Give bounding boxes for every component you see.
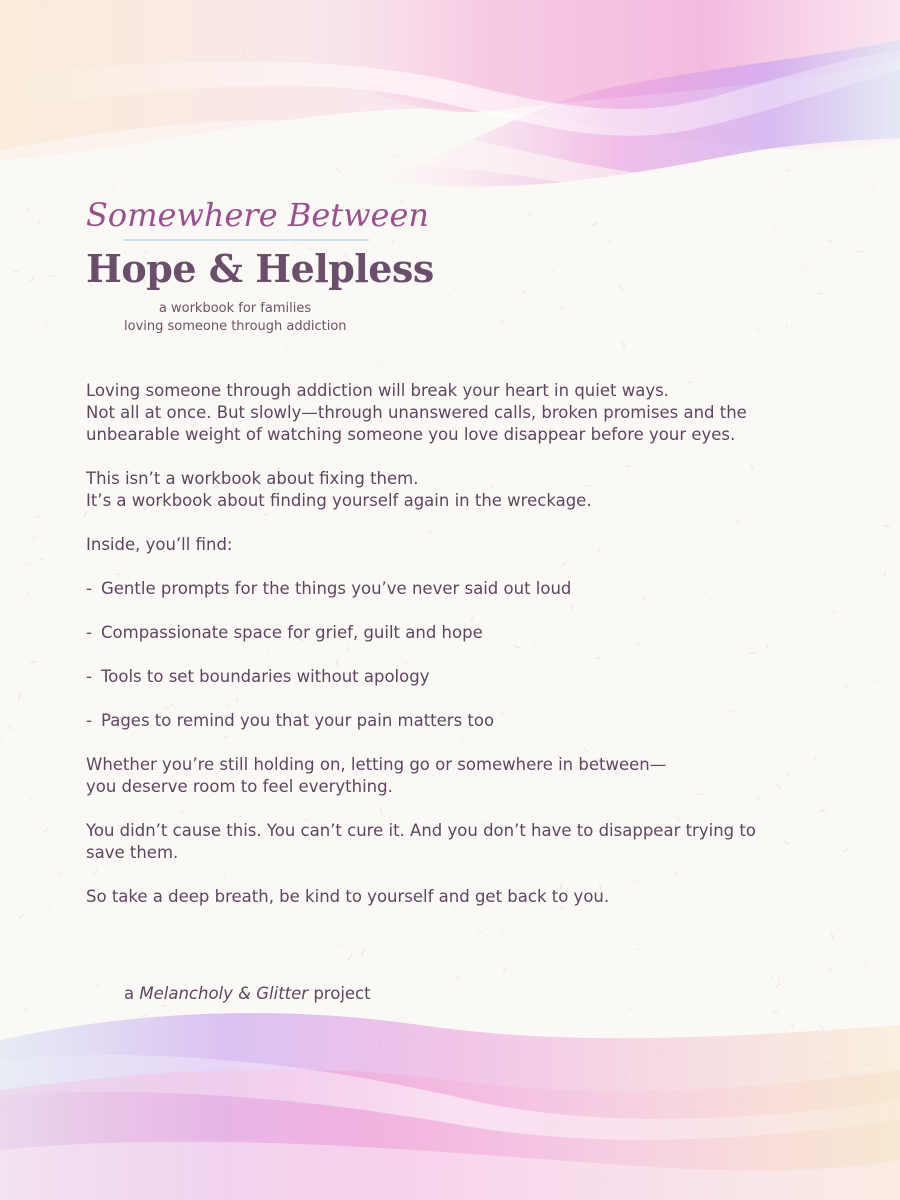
credit-name: Melancholy & Glitter — [139, 984, 309, 1003]
speckle — [821, 879, 826, 882]
list-item-text: Gentle prompts for the things you’ve never said out loud — [101, 579, 572, 598]
whether-line: Whether you’re still holding on, letting go or somewhere in between— — [86, 755, 667, 774]
list-item-text: Compassionate space for grief, guilt and hope — [101, 623, 483, 642]
speckle — [591, 223, 597, 225]
speckle — [362, 950, 365, 954]
top-wave-decoration — [0, 0, 900, 210]
speckle — [776, 984, 780, 988]
speckle — [685, 331, 687, 332]
speckle — [380, 364, 383, 367]
cause-line: save them. — [86, 843, 179, 862]
intro-line: unbearable weight of watching someone you love disappear before your eyes. — [86, 425, 736, 444]
speckle — [561, 306, 563, 311]
speckle — [772, 228, 777, 231]
speckle — [446, 294, 450, 298]
speckle — [33, 535, 35, 540]
purpose-line: This isn’t a workbook about fixing them. — [86, 469, 419, 488]
speckle — [349, 955, 352, 960]
speckle — [524, 290, 525, 294]
bullet-dash: - — [86, 667, 92, 686]
speckle — [865, 961, 866, 966]
speckle — [286, 348, 287, 350]
list-item — [86, 578, 786, 600]
intro-line: Loving someone through addiction will break your heart in quiet ways. — [86, 381, 669, 400]
speckle — [786, 325, 787, 330]
speckle — [527, 213, 531, 218]
speckle — [637, 949, 639, 950]
list-item-text: Pages to remind you that your pain matters too — [101, 711, 495, 730]
speckle — [27, 564, 31, 566]
bullet-dash: - — [86, 623, 92, 642]
speckle — [872, 678, 876, 682]
speckle — [787, 773, 789, 777]
credit-suffix: project — [313, 984, 371, 1003]
speckle — [801, 267, 806, 270]
speckle — [479, 932, 481, 934]
speckle — [832, 933, 833, 939]
bullet-dash: - — [86, 579, 92, 598]
bullet-dash: - — [86, 711, 92, 730]
speckle — [818, 293, 823, 294]
speckle — [756, 329, 759, 330]
speckle — [833, 611, 835, 613]
credit-prefix: a — [124, 984, 135, 1003]
speckle — [552, 270, 556, 273]
speckle — [844, 685, 848, 688]
speckle — [716, 995, 718, 997]
speckle — [96, 985, 99, 986]
speckle — [37, 221, 40, 225]
list-item-text: Tools to set boundaries without apology — [101, 667, 430, 686]
speckle — [19, 693, 21, 699]
speckle — [0, 740, 1, 742]
cause-line: You didn’t cause this. You can’t cure it. And you don’t have to disappear trying to — [86, 821, 756, 840]
speckle — [44, 829, 47, 832]
speckle — [629, 210, 630, 212]
speckle — [885, 526, 889, 527]
cause-paragraph — [86, 820, 786, 864]
project-credit — [124, 983, 371, 1005]
speckle — [392, 240, 393, 245]
speckle — [294, 242, 296, 243]
speckle — [814, 756, 817, 761]
speckle — [827, 239, 832, 241]
whether-paragraph — [86, 754, 786, 798]
speckle — [862, 854, 866, 857]
whether-line: you deserve room to feel everything. — [86, 777, 393, 796]
subtitle-line: a workbook for families — [158, 301, 312, 316]
speckle — [820, 810, 826, 811]
description-body — [86, 380, 786, 930]
speckle — [844, 848, 849, 851]
speckle — [46, 322, 47, 327]
title-divider — [123, 239, 369, 241]
list-item — [86, 710, 786, 732]
speckle — [503, 969, 506, 974]
speckle — [28, 593, 29, 597]
speckle — [457, 977, 460, 978]
purpose-line: It’s a workbook about finding yourself again in the wreckage. — [86, 491, 592, 510]
main-title: Hope & Helpless — [86, 246, 434, 291]
speckle — [778, 976, 779, 979]
speckle — [501, 320, 503, 323]
speckle — [82, 761, 83, 765]
bottom-wave-decoration — [0, 1000, 900, 1200]
speckle — [619, 286, 624, 290]
purpose-paragraph — [86, 468, 786, 512]
speckle — [622, 343, 625, 348]
speckle — [48, 905, 50, 908]
speckle — [20, 914, 23, 918]
list-item — [86, 666, 786, 688]
speckle — [31, 278, 34, 281]
inside-label: Inside, you’ll find: — [86, 535, 233, 554]
closing-paragraph: So take a deep breath, be kind to yourself and get back to you. — [86, 887, 610, 906]
intro-paragraph — [86, 380, 786, 446]
feature-list — [86, 578, 786, 732]
script-title: Somewhere Between — [86, 196, 429, 234]
subtitle — [124, 300, 346, 336]
speckle — [857, 251, 863, 252]
speckle — [772, 976, 773, 980]
subtitle-line: loving someone through addiction — [124, 319, 347, 334]
speckle — [9, 726, 15, 730]
speckle — [59, 872, 60, 877]
intro-line: Not all at once. But slowly—through unanswered calls, broken promises and the — [86, 403, 747, 422]
list-item — [86, 622, 786, 644]
